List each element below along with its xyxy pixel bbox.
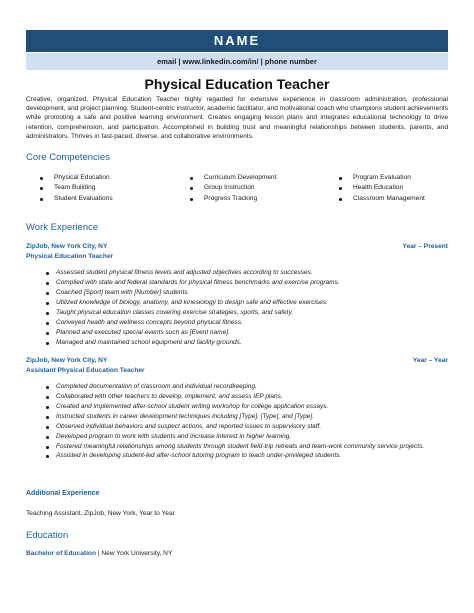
competency-item: Physical Education bbox=[38, 173, 113, 183]
resume-title: Physical Education Teacher bbox=[144, 76, 330, 92]
competency-item: Progress Tracking bbox=[188, 194, 277, 204]
list-item: Completed documentation of classroom and individual recordkeeping. bbox=[46, 382, 446, 392]
list-item: Fostered meaningful relationships among students through student field-trip retreats and team-work community service projects. bbox=[46, 442, 446, 451]
school: New York University, NY bbox=[101, 550, 173, 557]
job-1-role: Physical Education Teacher bbox=[26, 253, 114, 260]
competency-item: Program Evaluation bbox=[337, 173, 425, 183]
list-item: Planned and executed special events such as [Event name]. bbox=[46, 328, 446, 338]
list-item: Conveyed health and wellness concepts beyond physical fitness. bbox=[46, 318, 446, 328]
additional-experience-text: Teaching Assistant, ZipJob, New York, Year to Year bbox=[26, 510, 175, 517]
list-item: Utilized knowledge of biology, anatomy, and kinesiology to design safe and effective exercises. bbox=[46, 298, 446, 308]
education-heading: Education bbox=[26, 530, 69, 541]
list-item: Taught physical education classes covering exercise strategies, sports, and safety. bbox=[46, 308, 446, 318]
competency-item: Group Instruction bbox=[188, 183, 277, 193]
competency-item: Curriculum Development bbox=[188, 173, 277, 183]
list-item: Complied with state and federal standards for physical fitness benchmarks and exercise programs. bbox=[46, 278, 446, 288]
competencies-column-3 bbox=[337, 173, 425, 204]
name-banner: NAME bbox=[26, 30, 448, 52]
education-separator: | bbox=[95, 550, 102, 557]
competency-item: Team Building bbox=[38, 183, 113, 193]
job-1-company: ZipJob, New York City, NY bbox=[26, 243, 108, 250]
job-2-header bbox=[26, 357, 448, 364]
job-1-header bbox=[26, 243, 448, 250]
list-item: Managed and maintained school equipment and facility grounds. bbox=[46, 338, 446, 348]
contact-line: email | www.linkedin.com/in/ | phone number bbox=[26, 53, 448, 70]
list-item: Observed individual behaviors and suspect actions, and reported issues to supervisory staff. bbox=[46, 422, 446, 432]
list-item: Instructed students in career development techniques including [Type], [Type], and [Type]. bbox=[46, 412, 446, 422]
list-item: Assessed student physical fitness levels and adjusted objectives according to successes. bbox=[46, 268, 446, 278]
list-item: Created and implemented after-school student writing workshop for college application essays. bbox=[46, 402, 446, 412]
competency-item: Classroom Management bbox=[337, 194, 425, 204]
core-competencies-heading: Core Competencies bbox=[26, 152, 110, 163]
degree: Bachelor of Education bbox=[26, 550, 96, 557]
professional-summary: Creative, organized, Physical Education Teacher highly regarded for extensive experience in classroom administration, professional development, and project planning. Student-centric instructor, academic facilitator, and motivational coach who champions student achievements while promoting a safe and positive learning environment. Creates engaging lesson plans and integrates educational technology to drive retention, comprehension, and participation. Accomplished in building trust and meaningful relationships between students, parents, and administrators. Thrives in fast-paced, diverse, and collaborative environments. bbox=[26, 96, 448, 140]
job-1-bullets bbox=[46, 268, 446, 348]
job-2-role: Assistant Physical Education Teacher bbox=[26, 367, 145, 374]
competencies-column-1 bbox=[38, 173, 113, 204]
additional-experience-heading: Additional Experience bbox=[26, 490, 100, 497]
competency-item: Student Evaluations bbox=[38, 194, 113, 204]
job-1-date: Year – Present bbox=[402, 243, 448, 250]
list-item: Coached [Sport] team with [Number] students. bbox=[46, 288, 446, 298]
job-2-company: ZipJob, New York City, NY bbox=[26, 357, 108, 364]
job-2-bullets bbox=[46, 382, 446, 461]
list-item: Developed program to work with students and increase interest in higher learning. bbox=[46, 432, 446, 442]
list-item: Assisted in developing student-led after-school tutoring program to teach under-privileged students. bbox=[46, 451, 446, 461]
job-2-date: Year – Year bbox=[412, 357, 448, 364]
work-experience-heading: Work Experience bbox=[26, 222, 99, 233]
competencies-column-2 bbox=[188, 173, 277, 204]
education-entry bbox=[26, 550, 172, 557]
list-item: Collaborated with other teachers to develop, implement, and assess IEP plans. bbox=[46, 392, 446, 402]
competency-item: Health Education bbox=[337, 183, 425, 193]
